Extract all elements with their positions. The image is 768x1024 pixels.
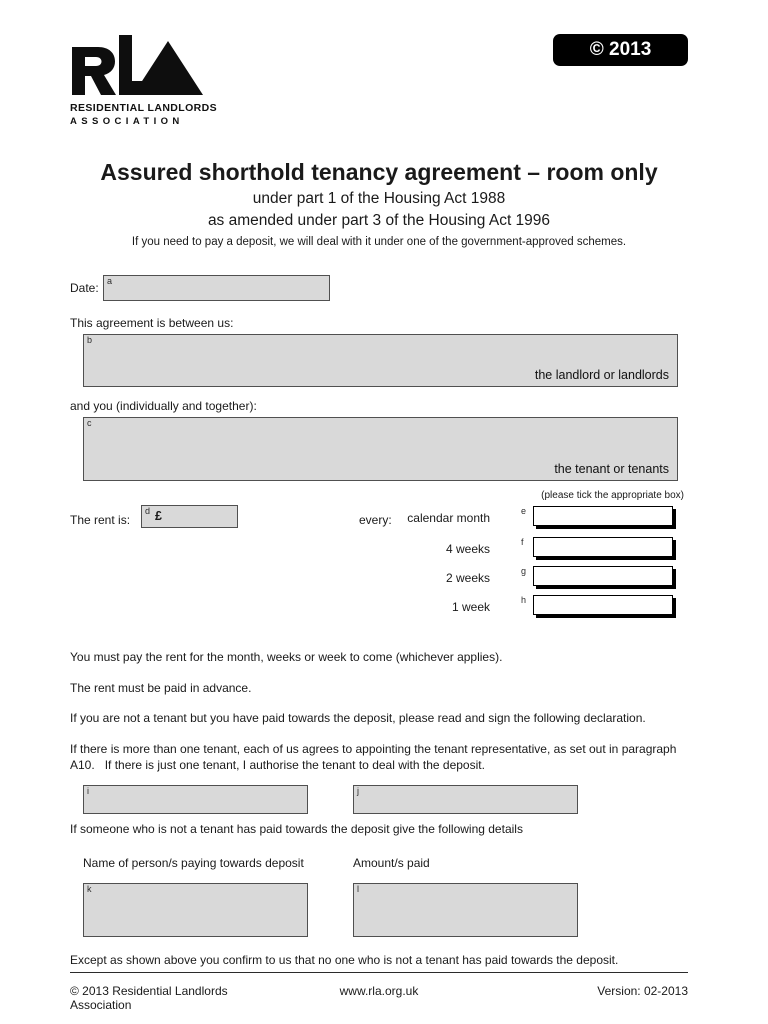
declaration-signature-field-2[interactable] [353, 785, 578, 814]
rent-period-label: 1 week [451, 600, 490, 614]
page-footer [70, 972, 688, 1012]
field-tag: i [87, 786, 89, 797]
deposit-details-note: If someone who is not a tenant has paid towards the deposit give the following details [70, 822, 523, 837]
page-header [70, 33, 688, 127]
page-subtitle-2: as amended under part 3 of the Housing Act 1996 [207, 212, 551, 229]
rent-period-option [520, 565, 680, 591]
rla-logo [70, 33, 217, 127]
landlord-field-caption: the landlord or landlords [534, 368, 669, 382]
deposit-fields-row [83, 883, 688, 937]
rent-period-row [407, 505, 680, 531]
rent-period-row [446, 536, 680, 562]
field-tag: b [87, 335, 93, 345]
paragraph-rent-advance: The rent must be paid in advance. [70, 681, 252, 695]
rent-amount-field[interactable] [141, 505, 238, 528]
rent-period-checkbox-4-weeks[interactable] [533, 537, 673, 557]
rent-label: The rent is: [70, 513, 131, 527]
field-tag: f [521, 537, 524, 547]
rent-period-row [446, 565, 680, 591]
rent-period-checkbox-2-weeks[interactable] [533, 566, 673, 586]
field-tag: h [521, 595, 527, 605]
tenant-field-caption: the tenant or tenants [554, 462, 669, 476]
paragraph-declaration: If you are not a tenant but you have paid towards the deposit, please read and sign the following declaration. [70, 711, 646, 725]
date-field[interactable] [103, 275, 330, 301]
rent-period-checkbox-calendar-month[interactable] [533, 506, 673, 526]
between-us-label: This agreement is between us: [70, 316, 234, 330]
rent-period-option [520, 505, 680, 531]
field-tag: e [521, 506, 527, 516]
field-tag: d [145, 506, 151, 516]
currency-symbol: £ [155, 509, 162, 523]
and-you-label: and you (individually and together): [70, 399, 257, 413]
date-label: Date: [70, 281, 99, 295]
field-tag: j [357, 786, 359, 797]
payer-name-column-label: Name of person/s paying towards deposit [83, 856, 304, 871]
page-title: Assured shorthold tenancy agreement – room only [100, 159, 658, 185]
date-row [70, 275, 688, 301]
rent-period-checkbox-1-week[interactable] [533, 595, 673, 615]
signature-row [83, 785, 688, 814]
amount-paid-column-label: Amount/s paid [353, 856, 430, 871]
field-tag: a [107, 276, 113, 286]
footer-website: www.rla.org.uk [339, 984, 419, 998]
copyright-badge: © 2013 [553, 34, 688, 66]
paragraph-tenant-representative: If there is more than one tenant, each of us agrees to appointing the tenant representative, as set out in paragraph A10. If there is just one tenant, I authorise the tenant to deal with the deposit. [70, 742, 680, 773]
logo-text-line2: ASSOCIATION [70, 116, 184, 127]
footer-version: Version: 02-2013 [597, 984, 688, 998]
field-tag: g [521, 566, 527, 576]
rent-period-option [520, 536, 680, 562]
field-tag: k [87, 884, 92, 895]
rent-period-label: calendar month [407, 511, 490, 525]
confirmation-text: Except as shown above you confirm to us that no one who is not a tenant has paid towards the deposit. [70, 953, 619, 968]
field-tag: c [87, 418, 92, 428]
payer-name-field[interactable] [83, 883, 308, 937]
deposit-columns-header [83, 856, 688, 870]
declaration-signature-field-1[interactable] [83, 785, 308, 814]
field-tag: l [357, 884, 359, 895]
tick-box-note: (please tick the appropriate box) [541, 490, 684, 501]
landlord-field[interactable] [83, 334, 678, 387]
logo-text-line1: RESIDENTIAL LANDLORDS [70, 102, 218, 114]
paragraph-rent-to-come: You must pay the rent for the month, weeks or week to come (whichever applies). [70, 650, 503, 664]
page-subtitle-1: under part 1 of the Housing Act 1988 [252, 190, 506, 207]
tenant-field[interactable] [83, 417, 678, 481]
footer-copyright: © 2013 Residential Landlords Association [70, 984, 228, 1012]
deposit-scheme-note: If you need to pay a deposit, we will deal with it under one of the government-approved schemes. [131, 236, 627, 248]
every-label: every: [359, 513, 392, 527]
amount-paid-field[interactable] [353, 883, 578, 937]
rent-period-label: 4 weeks [445, 542, 490, 556]
rla-logo-icon [70, 33, 204, 95]
rent-period-label: 2 weeks [445, 571, 490, 585]
rent-period-option [520, 594, 680, 620]
rent-section [70, 503, 688, 631]
rent-period-row [452, 594, 680, 620]
